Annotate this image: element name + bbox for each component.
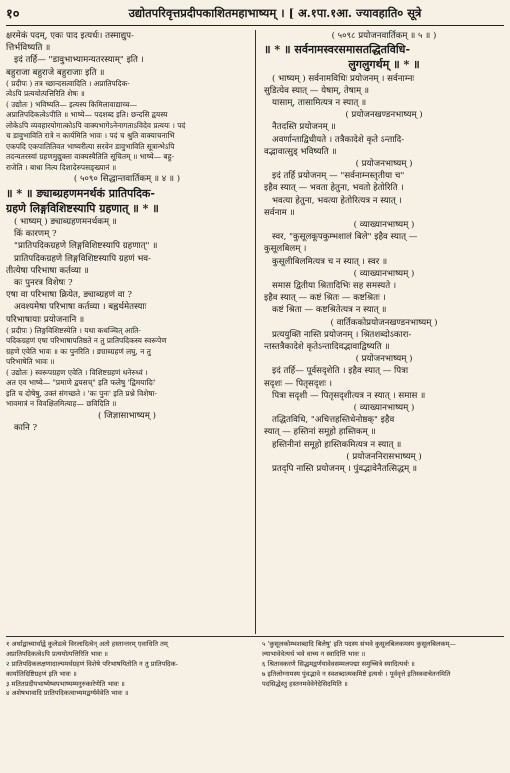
text-line: यासाम्, तासामित्यत्र न स्यात् ॥ bbox=[272, 97, 367, 108]
text-line: क्षरमेकं पदम्, एकः पाद इत्यर्धः। तस्माद्युप- bbox=[6, 31, 134, 41]
text-line: एषा वा परिभाषा क्रियेत, ङ्याब्ग्रहणं वा ? bbox=[6, 290, 132, 301]
text-line: भावमात्रं न विवक्षितमित्याह— छविदिति ॥ bbox=[6, 399, 117, 409]
text-line: भवत्या हेतुना, भवत्या हेतोरित्यत्र न स्यात् । bbox=[272, 195, 402, 206]
text-line: ( भाष्यम् ) सर्वनामविधिः प्रयोजनम् । सर्वनाम्नः bbox=[272, 73, 415, 84]
text-line: किं कारणम् ? bbox=[14, 229, 57, 240]
text-line: ( ५०९८ प्रयोजनवार्तिकम् ॥ ५ ॥ ) bbox=[331, 31, 437, 41]
text-line: ग्रहणे एवेति भावः ॥ कः पुनरिति । ङ्याब्ग्रहणं लघु, न तु bbox=[6, 346, 151, 356]
footnotes-right bbox=[262, 640, 504, 770]
text-line: परिभाषायाः प्रयोजनानि ॥ bbox=[6, 314, 85, 325]
text-line: ( उद्योतः ) स्वरूपग्रहण एवेति । विशिष्टग्रहणं धनेरुध्वं । bbox=[6, 367, 148, 377]
text-line: त्तिर्भविष्यति ॥ bbox=[6, 43, 51, 54]
text-line: इदं तर्हि— "डावुभाभ्यामन्यतरस्याम्" इति । bbox=[14, 55, 144, 66]
text-line: कुसूलीबिलमित्यत्र च न स्यात् । स्वर ॥ bbox=[272, 256, 388, 267]
text-line: लुगलुगर्थम् ॥ * ॥ bbox=[348, 58, 420, 72]
text-line: पित्रा सदृशी — पितृसदृशीत्यत्र न स्यात् । समास ॥ bbox=[272, 390, 426, 401]
footnote-rule bbox=[6, 636, 504, 637]
text-line: पदिकग्रहणं एषा परिभाषापतिष्ठते न तु प्रातिपदिकस्य स्वरूपेण bbox=[6, 336, 167, 346]
text-line: कष्टं श्रिता — कष्टश्रितेत्यत्र न स्यात् ॥ bbox=[272, 305, 387, 316]
text-line: एकपदि एकपातितिवत भाष्यरीत्या सरवेन डावुभाविति सूत्रान्भेऽपि bbox=[6, 141, 175, 151]
left-column bbox=[6, 30, 248, 630]
page-number: १० bbox=[6, 7, 20, 22]
text-line: इति च दोषेषु, उक्तं संगच्छते । 'कः पुनः' इति प्रश्ने विशेषा- bbox=[6, 388, 157, 398]
text-line: सदृशः — पितृसदृशः । bbox=[264, 378, 332, 389]
footnote-line: कार्यातिदिष्टिग्रहणं इति भावः ॥ bbox=[6, 669, 77, 678]
header-rule bbox=[6, 25, 504, 26]
text-line: इहैव स्यात् — भवता हेतुना, भवतो हेतोरिति । bbox=[264, 183, 404, 194]
footnote-line: १ अर्थाद्वाच्यार्थाद्वे कुलेडत्वे विरलादित्वेन् अतो हस्तान्तरम् एवाधिति तम् bbox=[6, 640, 168, 648]
text-line: अवर्णान्ताद्विधीयते । तत्रैकादेशे कृते ऽन्तादि- bbox=[272, 134, 405, 145]
text-line: ( वार्तिककोप्रयोजनखण्डनभाष्यम् ) bbox=[330, 317, 438, 328]
text-line: बहुराजा बहुराजे बहुराजाः इति ॥ bbox=[6, 67, 105, 78]
text-line: वद्भावात्सुड् भविष्यति ॥ bbox=[264, 146, 337, 157]
text-line: न्तस्तत्रैकादेशे कृतेऽन्तादिवद्भावाद्विष्यति ॥ bbox=[264, 342, 390, 353]
text-line: कानि ? bbox=[14, 423, 38, 434]
text-line: ( व्याख्यानभाष्यम् ) bbox=[353, 219, 415, 230]
text-line: ( प्रयोजननिरासभाष्यम् ) bbox=[346, 451, 422, 462]
text-line: च डावुभाविति रात्रे न कार्यमिति भावः । पदं च श्रुति वाक्याचनाभि bbox=[6, 131, 175, 141]
text-line: लोकेऽपि व्यवहारयोगात्कोऽपि वाक्यभागेऽनेनागताऽविदेव प्रत्ययः । पदं bbox=[6, 120, 186, 130]
right-column bbox=[264, 30, 504, 630]
text-line: तीत्येषा परिभाषा कर्तव्या ॥ bbox=[6, 265, 89, 276]
text-line: ( व्याख्यानभाष्यम् ) bbox=[353, 403, 415, 414]
text-line: स्वर, "कुसूलकूपकुम्भशालं बिले" इहैव स्यात् — bbox=[272, 232, 418, 243]
footnote-line: ६ श्रितावकरणे सिद्धमद्वर्णयावेवसम्मलपद्मा समुच्चित्रे स्यादित्यर्थः ॥ bbox=[262, 659, 415, 668]
text-line: इहैव स्यात् — कष्टं श्रितः — कष्टश्रितः । bbox=[264, 293, 386, 304]
text-line: ॥ * ॥ ङ्याब्ग्रहणमनर्थकं प्रातिपदिक- bbox=[6, 186, 155, 200]
footnote-line: ४ अशेषभावादि प्रातिपदिकत्वाभ्यमद्वर्ग्यमेवेति भावः ॥ bbox=[6, 689, 129, 698]
column-divider bbox=[255, 30, 256, 634]
text-line: कः पुनरत्र विशेषः ? bbox=[14, 278, 73, 289]
footnotes-left bbox=[6, 640, 250, 770]
text-line: ( प्रयोजनभाष्यम् ) bbox=[355, 354, 413, 365]
page-header bbox=[6, 2, 504, 24]
text-line: परिभाषेति भावः ॥ bbox=[6, 357, 55, 367]
text-line: अत एव भाष्ये— "प्रमाणे द्वयसच्" इति फलेषु 'द्विमयादिः' bbox=[6, 378, 156, 388]
text-line: प्रतद्पि नास्ति प्रयोजनम् । पुंवद्भावेनैतत्सिद्धम् ॥ bbox=[272, 464, 417, 475]
text-line: राजेति । बाधा नित्य दिशादेरुपसङ्ख्यानं ॥ bbox=[6, 162, 117, 172]
text-line: ( ५०९० सिद्धान्तवार्तिकम् ॥ ४ ॥ ) bbox=[73, 174, 181, 185]
text-line: अप्रातिपदिकत्वेऽपीति ॥ भाष्ये— पदशब्द इति। छन्दसि द्वयस्य bbox=[6, 110, 168, 120]
footnote-line: अप्रातिपदिकत्वेऽपि प्रत्ययोत्पत्तिरिति भावः ॥ bbox=[6, 649, 108, 658]
text-line: अवश्यमेषा परिभाषा कर्तव्या । बह्वर्थमेतस्याः bbox=[14, 302, 147, 313]
text-line: इदं तर्हि प्रयोजनम् — "सर्वनाम्नस्तृतीया च" bbox=[272, 171, 405, 182]
footnote-line: २ प्रातिपदिकलक्षणादाल्यमर्थग्रहणं विशेषे परिभाषयितोति न तु प्रातिपदिक- bbox=[6, 659, 178, 668]
footnote-line: ५ 'कुसूलकोम्भशब्दादि बिलेषु' इति पदस्य संभवे कुसूलबिलकमस्य कुसूलबिलकम्— bbox=[262, 640, 456, 648]
text-line: ग्रहणे लिङ्गविशिष्टस्यापि ग्रहणात् ॥ * ॥ bbox=[6, 201, 159, 215]
text-line: तदन्यतरस्यां ग्रहणमुद्युक्ता वाक्यस्यैतिति सूचितम् ॥ भाष्ये— बहु- bbox=[6, 152, 175, 162]
footnote-line: ३ मतितप्रदीपभाष्येष्वपभाष्यम्मनुरुकारेणेति भावः ॥ bbox=[6, 679, 125, 688]
text-line: सुडित्येव स्यात् — येषाम्, तेषाम् ॥ bbox=[264, 85, 370, 96]
text-line: ( भाष्यम् ) ङ्याब्ग्रहणमनर्थकम् ॥ bbox=[14, 217, 117, 227]
text-line: प्रातिपदिकग्रहणे लिङ्गविशिष्टस्यापि ग्रहणं भव- bbox=[14, 253, 151, 264]
text-line: स्यात् — हस्तिनां समूहो हास्तिकम् ॥ bbox=[264, 427, 376, 438]
text-line: कुसूलबिलम् । bbox=[264, 244, 307, 255]
text-line: ( जिज्ञासाभाष्यम् ) bbox=[98, 410, 156, 421]
text-line: सर्वनाम ॥ bbox=[264, 207, 295, 218]
footnote-line: ल्याभावेवेत्यर्थ भवे वाच्य न स्वादित्ति भावः ॥ bbox=[262, 649, 366, 658]
text-line: "प्रातिपदिकग्रहणे लिङ्गविशिष्टस्यापि ग्रहणात्" ॥ bbox=[14, 241, 158, 252]
text-line: ( प्रयोजनभाष्यम् ) bbox=[355, 158, 413, 169]
footnote-line: पदसिद्धेस्तु हस्तनमवेवेनेदेसिदमिति ॥ bbox=[262, 679, 348, 688]
text-line: हस्तिनीनां समूहो हास्तिकमित्यत्र न स्यात् ॥ bbox=[272, 439, 402, 450]
text-line: इदं तर्हि— पूर्वसदृशेति । इहैव स्यात् — पित्रा bbox=[272, 366, 409, 377]
text-line: समास द्वितीया श्रितादिभिः सह समस्यते । bbox=[272, 281, 397, 291]
text-line: ( व्याख्यानभाष्यम् ) bbox=[353, 268, 415, 279]
text-line: ( प्रदीपः ) लिङ्गविशिष्टस्येति । यथा कथञ्चित् आति- bbox=[6, 325, 141, 335]
text-line: त्वेऽपि प्रत्ययोत्पत्तिरिति शेषः ॥ bbox=[6, 89, 85, 99]
text-line: नैतदस्ति प्रयोजनम् ॥ bbox=[272, 122, 336, 133]
footnote-line: ७ इतिलोग्नामस्य पुंवद्भावे न स्वशब्दात्मकमिष्टे इत्यर्थः । पूर्ववृत्ते इतिस्त्रवाचेतनमिति bbox=[262, 669, 451, 678]
text-line: ॥ * ॥ सर्वनामस्वरसमासतद्धितविधि- bbox=[264, 43, 411, 57]
text-line: तद्धितविधि, "अचित्तहस्तिधेनोष्ठक्" इहैव bbox=[272, 415, 395, 426]
text-line: ( उद्योतः ) भविष्यति— इत्यस्य किमिलावाद्याच्च— bbox=[6, 99, 138, 109]
running-title: उद्योतपरिवृत्तप्रदीपकाशितमहाभाष्यम् । [ अ.१पा.१आ. ज्यावहाति० सूत्रे bbox=[128, 5, 422, 20]
text-line: प्रत्ययुक्ति नास्ति प्रयोजनम् । श्रितशब्दोऽकारा- bbox=[272, 329, 412, 340]
text-line: ( प्रयोजनखण्डनभाष्यम् ) bbox=[345, 110, 423, 121]
text-line: ( प्रदीपः ) तत्र च्छान्दसत्वादिति । अप्रातिपदिक- bbox=[6, 78, 130, 88]
